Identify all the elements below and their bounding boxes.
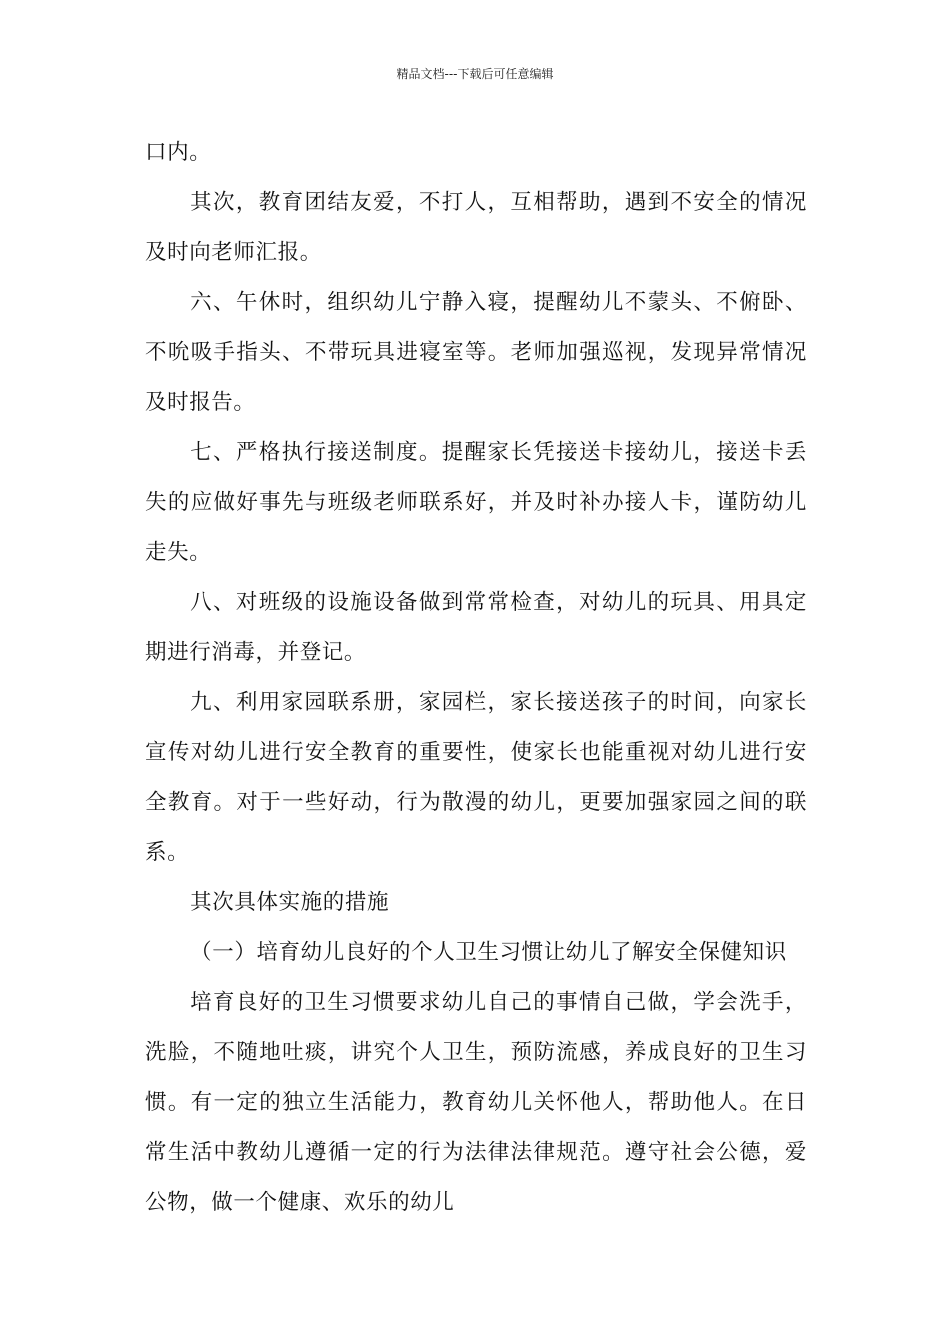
subsection-heading: （一）培育幼儿良好的个人卫生习惯让幼儿了解安全保健知识: [190, 940, 787, 965]
paragraph: 培育良好的卫生习惯要求幼儿自己的事情自己做，学会洗手，洗脸，不随地吐痰，讲究个人卫生，预防流感，养成良好的卫生习惯。有一定的独立生活能力，教育幼儿关怀他人，帮助他人。在日常生活中教幼儿遵循一定的行为法律法律规范。遵守社会公德，爱公物，做一个健康、欢乐的幼儿: [145, 990, 807, 1215]
paragraph: 口内。: [145, 140, 212, 165]
paragraph: 八、对班级的设施设备做到常常检查，对幼儿的玩具、用具定期进行消毒，并登记。: [145, 590, 807, 665]
section-heading: 其次具体实施的措施: [190, 890, 390, 915]
paragraph: 九、利用家园联系册，家园栏，家长接送孩子的时间，向家长宣传对幼儿进行安全教育的重要性，使家长也能重视对幼儿进行安全教育。对于一些好动，行为散漫的幼儿，更要加强家园之间的联系。: [145, 690, 807, 865]
paragraph: 其次，教育团结友爱，不打人，互相帮助，遇到不安全的情况及时向老师汇报。: [145, 190, 807, 265]
page-header: 精品文档---下载后可任意编辑: [396, 67, 554, 81]
document-body: [145, 128, 807, 1228]
paragraph: 七、严格执行接送制度。提醒家长凭接送卡接幼儿，接送卡丢失的应做好事先与班级老师联系好，并及时补办接人卡，谨防幼儿走失。: [145, 440, 807, 565]
paragraph: 六、午休时，组织幼儿宁静入寝，提醒幼儿不蒙头、不俯卧、不吮吸手指头、不带玩具进寝室等。老师加强巡视，发现异常情况及时报告。: [145, 290, 807, 415]
